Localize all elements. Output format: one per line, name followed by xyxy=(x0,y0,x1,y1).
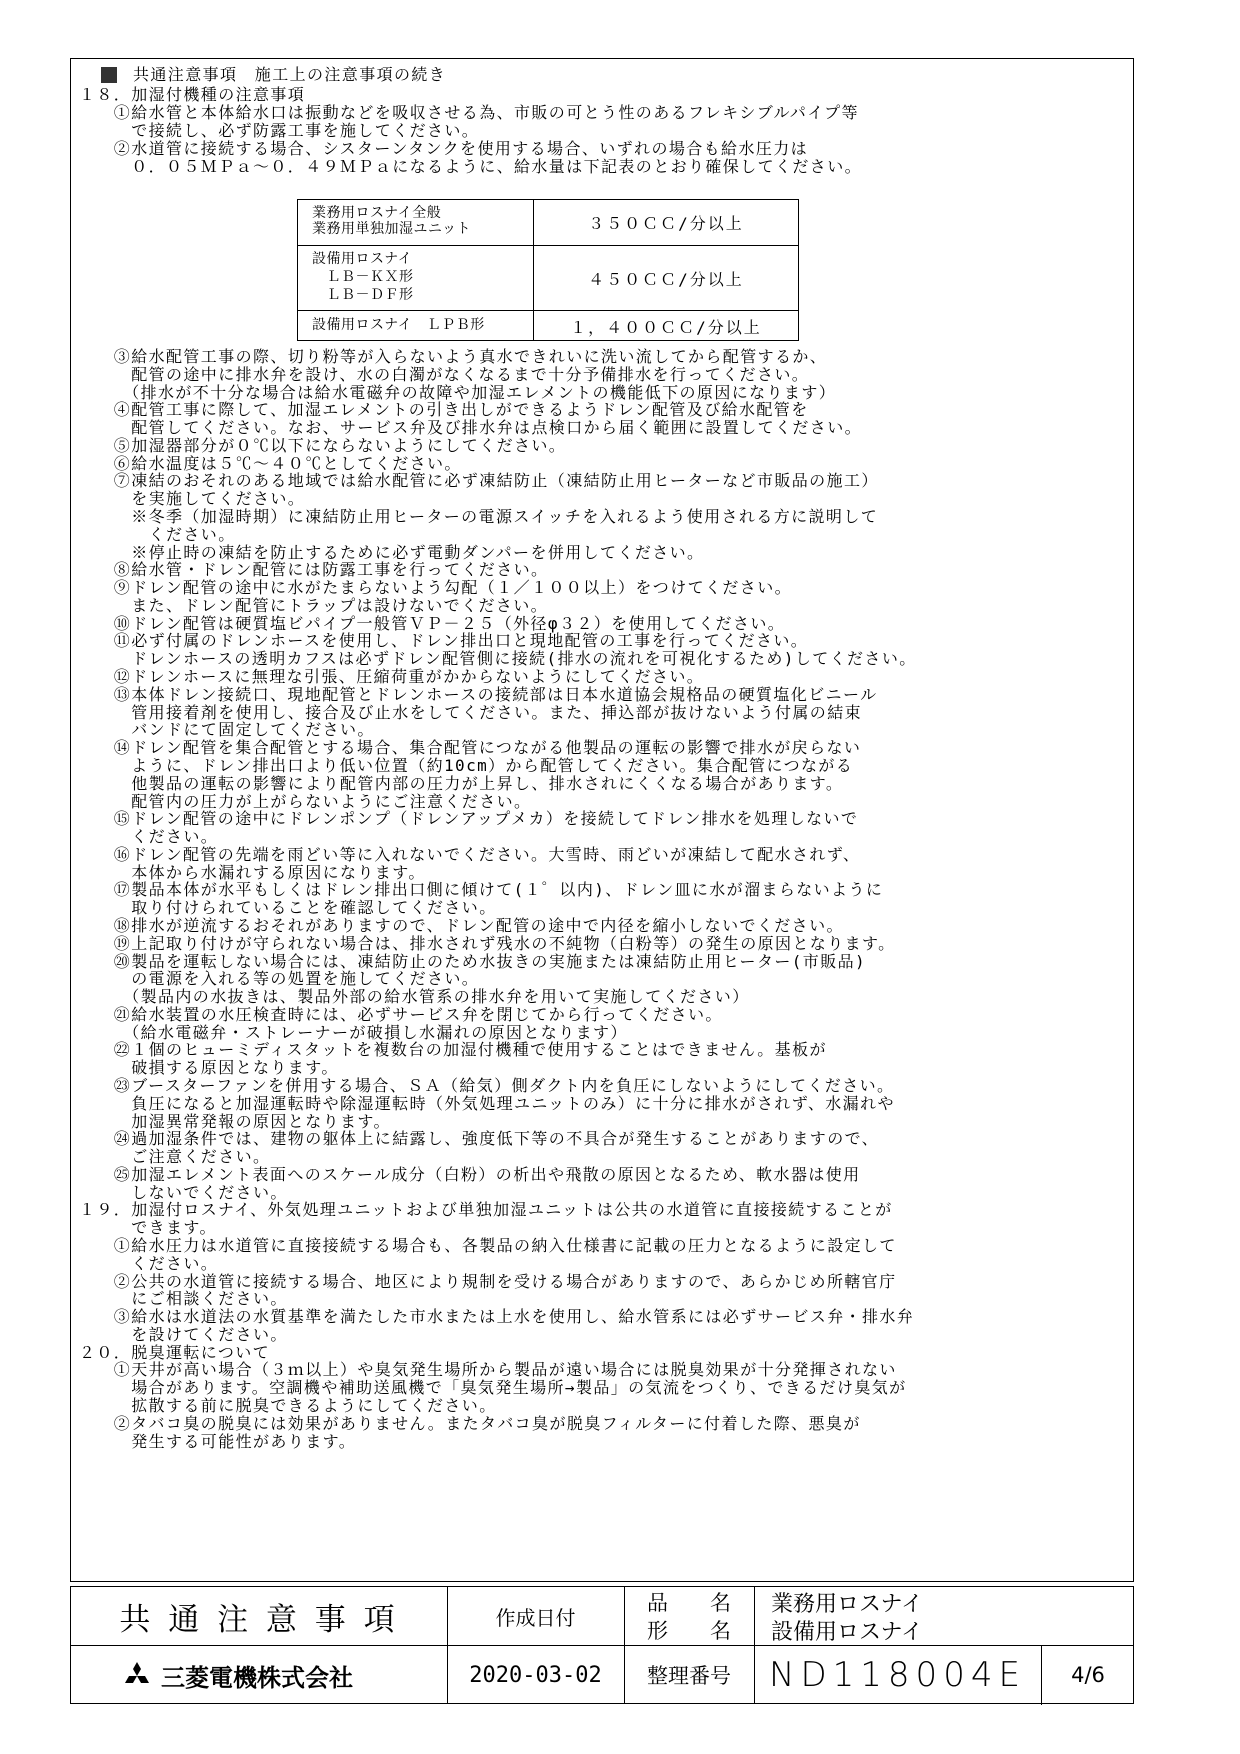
text-line: ㉑給水装置の水圧検査時には、必ずサービス弁を閉じてから行ってください。 xyxy=(79,1004,723,1024)
header-square-icon xyxy=(101,67,117,83)
text-line: ④配管工事に際して、加湿エレメントの引き出しができるようドレン配管及び給水配管を xyxy=(79,400,809,420)
document-frame xyxy=(70,58,1134,1582)
text-line: （給水電磁弁・ストレーナーが破損し水漏れの原因となります） xyxy=(79,1022,628,1042)
reference-number-label: 整理番号 xyxy=(647,1664,731,1688)
text-line: また、ドレン配管にトラップは設けないでください。 xyxy=(79,595,549,615)
text-line: 取り付けられていることを確認してください。 xyxy=(79,898,497,918)
text-line: を設けてください。 xyxy=(79,1324,288,1344)
text-line: ※冬季（加湿時期）に凍結防止用ヒーターの電源スイッチを入れるよう使用される方に説明して xyxy=(79,507,879,527)
text-line: を実施してください。 xyxy=(79,489,306,509)
text-line: （製品内の水抜きは、製品外部の給水管系の排水弁を用いて実施してください） xyxy=(79,987,750,1007)
page-number: 4/6 xyxy=(1071,1663,1105,1687)
text-line: ください。 xyxy=(79,827,219,847)
text-line: ください。 xyxy=(79,1253,219,1273)
company-name: 三菱電機株式会社 xyxy=(161,1663,353,1692)
text-line: ように、ドレン排出口より低い位置（約10cm）から配管してください。集合配管につながる xyxy=(79,755,854,775)
text-line: ⑰製品本体が水平もしくはドレン排出口側に傾けて(１゜以内)、ドレン皿に水が溜まらないように xyxy=(79,880,884,900)
text-line: にご相談ください。 xyxy=(79,1289,288,1309)
text-line: できます。 xyxy=(79,1218,217,1238)
text-line: １９．加湿付ロスナイ、外気処理ユニットおよび単独加湿ユニットは公共の水道管に直接接続することが xyxy=(79,1200,893,1220)
table-row xyxy=(298,200,798,245)
table-row xyxy=(298,245,798,311)
text-line: ⑱排水が逆流するおそれがありますので、ドレン配管の途中で内径を縮小しないでください。 xyxy=(79,915,844,935)
table-row xyxy=(298,310,798,341)
text-line: ②水道管に接続する場合、シスターンタンクを使用する場合、いずれの場合も給水圧力は xyxy=(79,139,809,158)
table-cell-value: ３５０ＣＣ/分以上 xyxy=(588,214,744,233)
text-line: ⑯ドレン配管の先端を雨どい等に入れないでください。大雪時、雨どいが凍結して配水されず、 xyxy=(79,844,861,864)
text-line: ㉓ブースターファンを併用する場合、ＳＡ（給気）側ダクト内を負圧にしないようにしてください。 xyxy=(79,1075,895,1095)
text-line: ドレンホースの透明カフスは必ずドレン配管側に接続(排水の流れを可視化するため)してください。 xyxy=(79,649,917,669)
text-line: ⑥給水温度は５℃～４０℃としてください。 xyxy=(79,453,462,473)
reference-number-value: ND118004E xyxy=(769,1655,1026,1695)
created-date-label: 作成日付 xyxy=(495,1605,576,1630)
model-name-label: 形 名 xyxy=(647,1619,731,1643)
text-line: ⑬本体ドレン接続口、現地配管とドレンホースの接続部は日本水道協会規格品の硬質塩化ビニール xyxy=(79,684,878,704)
section-header: 共通注意事項 施工上の注意事項の続き xyxy=(133,65,447,84)
text-line: の電源を入れる等の処置を施してください。 xyxy=(79,969,480,989)
text-line: ⑧給水管・ドレン配管には防露工事を行ってください。 xyxy=(79,560,549,580)
water-supply-table xyxy=(297,199,799,341)
document-body xyxy=(71,59,1133,1587)
text-line: 本体から水漏れする原因になります。 xyxy=(79,862,426,882)
text-line: ご注意ください。 xyxy=(79,1147,271,1167)
text-line: 負圧になると加湿運転時や除湿運転時（外気処理ユニットのみ）に十分に排水がされず、水漏れや xyxy=(79,1093,895,1113)
text-line: ①給水管と本体給水口は振動などを吸収させる為、市販の可とう性のあるフレキシブルパイプ等 xyxy=(79,103,859,122)
text-line: バンドにて固定してください。 xyxy=(79,720,375,740)
model-name-value: 設備用ロスナイ xyxy=(771,1619,924,1645)
text-line: ②公共の水道管に接続する場合、地区により規制を受ける場合がありますので、あらかじめ所轄官庁 xyxy=(79,1271,897,1291)
text-line: ※停止時の凍結を防止するために必ず電動ダンパーを併用してください。 xyxy=(79,542,705,562)
mitsubishi-logo-icon xyxy=(117,1661,157,1691)
text-line: 配管内の圧力が上がらないようにご注意ください。 xyxy=(79,791,532,811)
text-line: （排水が不十分な場合は給水電磁弁の故障や加湿エレメントの機能低下の原因になります） xyxy=(79,382,837,402)
text-line: ⑩ドレン配管は硬質塩ビパイプ一般管ＶＰ－２５（外径φ３２）を使用してください。 xyxy=(79,613,786,633)
text-line: 拡散する前に脱臭できるようにしてください。 xyxy=(79,1396,497,1416)
table-cell-label: 設備用ロスナイ ＬＰＢ形 xyxy=(298,311,534,341)
product-name-value: 業務用ロスナイ xyxy=(771,1591,924,1617)
text-line: ⑨ドレン配管の途中に水がたまらないよう勾配（１／１００以上）をつけてください。 xyxy=(79,578,793,598)
doc-title: 共 通 注 意 事 項 xyxy=(119,1601,399,1638)
text-line: ⑤加湿器部分が０℃以下にならないようにしてください。 xyxy=(79,435,567,455)
text-line: ③給水配管工事の際、切り粉等が入らないよう真水できれいに洗い流してから配管するか、 xyxy=(79,347,828,366)
table-cell-label: 設備用ロスナイ ＬＢ－ＫＸ形 ＬＢ－ＤＦ形 xyxy=(298,246,534,311)
text-line: ⑪必ず付属のドレンホースを使用し、ドレン排出口と現地配管の工事を行ってください。 xyxy=(79,631,809,651)
text-line: 場合があります。空調機や補助送風機で「臭気発生場所→製品」の気流をつくり、できるだけ臭気が xyxy=(79,1378,907,1398)
text-line: ⑮ドレン配管の途中にドレンポンプ（ドレンアップメカ）を接続してドレン排水を処理しないで xyxy=(79,809,859,829)
text-line: ⑫ドレンホースに無理な引張、圧縮荷重がかからないようにしてください。 xyxy=(79,667,705,687)
table-cell-value: １，４００ＣＣ/分以上 xyxy=(570,317,762,337)
text-line: 配管してください。なお、サービス弁及び排水弁は点検口から届く範囲に設置してください。 xyxy=(79,418,863,438)
text-line: ㉕加湿エレメント表面へのスケール成分（白粉）の析出や飛散の原因となるため、軟水器は使用 xyxy=(79,1164,861,1184)
text-line: ⑳製品を運転しない場合には、凍結防止のため水抜きの実施または凍結防止用ヒーター(市販品) xyxy=(79,951,867,971)
text-line: ㉔過加湿条件では、建物の躯体上に結露し、強度低下等の不具合が発生することがありますので、 xyxy=(79,1129,880,1149)
text-line: ２０．脱臭運転について xyxy=(79,1342,271,1362)
text-line: ③給水は水道法の水質基準を満たした市水または上水を使用し、給水管系には必ずサービス弁・排水弁 xyxy=(79,1307,915,1327)
text-line: ②タバコ臭の脱臭には効果がありません。またタバコ臭が脱臭フィルターに付着した際、悪臭が xyxy=(79,1413,861,1433)
text-line: 配管の途中に排水弁を設け、水の白濁がなくなるまで十分予備排水を行ってください。 xyxy=(79,364,810,384)
text-line: ①天井が高い場合（３ｍ以上）や臭気発生場所から製品が遠い場合には脱臭効果が十分発揮されない xyxy=(79,1360,897,1380)
text-line: ⑭ドレン配管を集合配管とする場合、集合配管につながる他製品の運転の影響で排水が戻らない xyxy=(79,738,862,758)
text-line: ください。 xyxy=(79,524,236,544)
text-line: １８．加湿付機種の注意事項 xyxy=(79,85,306,104)
text-line: 発生する可能性があります。 xyxy=(79,1431,357,1451)
text-line: 他製品の運転の影響により配管内部の圧力が上昇し、排水されにくくなる場合があります。 xyxy=(79,773,844,793)
text-line: ㉒１個のヒューミディスタットを複数台の加湿付機種で使用することはできません。基板が xyxy=(79,1040,827,1060)
text-line: ⑲上記取り付けが守られない場合は、排水されず残水の不純物（白粉等）の発生の原因となります。 xyxy=(79,933,896,953)
table-cell-label: 業務用ロスナイ全般 業務用単独加湿ユニット xyxy=(298,200,534,245)
text-line: しないでください。 xyxy=(79,1182,288,1202)
text-line: 管用接着剤を使用し、接合及び止水をしてください。また、挿込部が抜けないよう付属の結束 xyxy=(79,702,863,722)
text-line: で接続し、必ず防露工事を施してください。 xyxy=(79,121,480,140)
text-line: ０．０５ＭＰａ～０．４９ＭＰａになるように、給水量は下記表のとおり確保してください。 xyxy=(79,157,863,176)
created-date-value: 2020-03-02 xyxy=(469,1662,602,1688)
text-line: 破損する原因となります。 xyxy=(79,1058,339,1078)
text-line: 加湿異常発報の原因となります。 xyxy=(79,1111,391,1131)
title-block xyxy=(70,1586,1134,1704)
text-line: ①給水圧力は水道管に直接接続する場合も、各製品の納入仕様書に記載の圧力となるように設定して xyxy=(79,1236,897,1255)
table-cell-value: ４５０ＣＣ/分以上 xyxy=(588,270,744,289)
text-line: ⑦凍結のおそれのある地域では給水配管に必ず凍結防止（凍結防止用ヒーターなど市販品の施工） xyxy=(79,471,879,491)
product-name-label: 品 名 xyxy=(647,1591,731,1615)
